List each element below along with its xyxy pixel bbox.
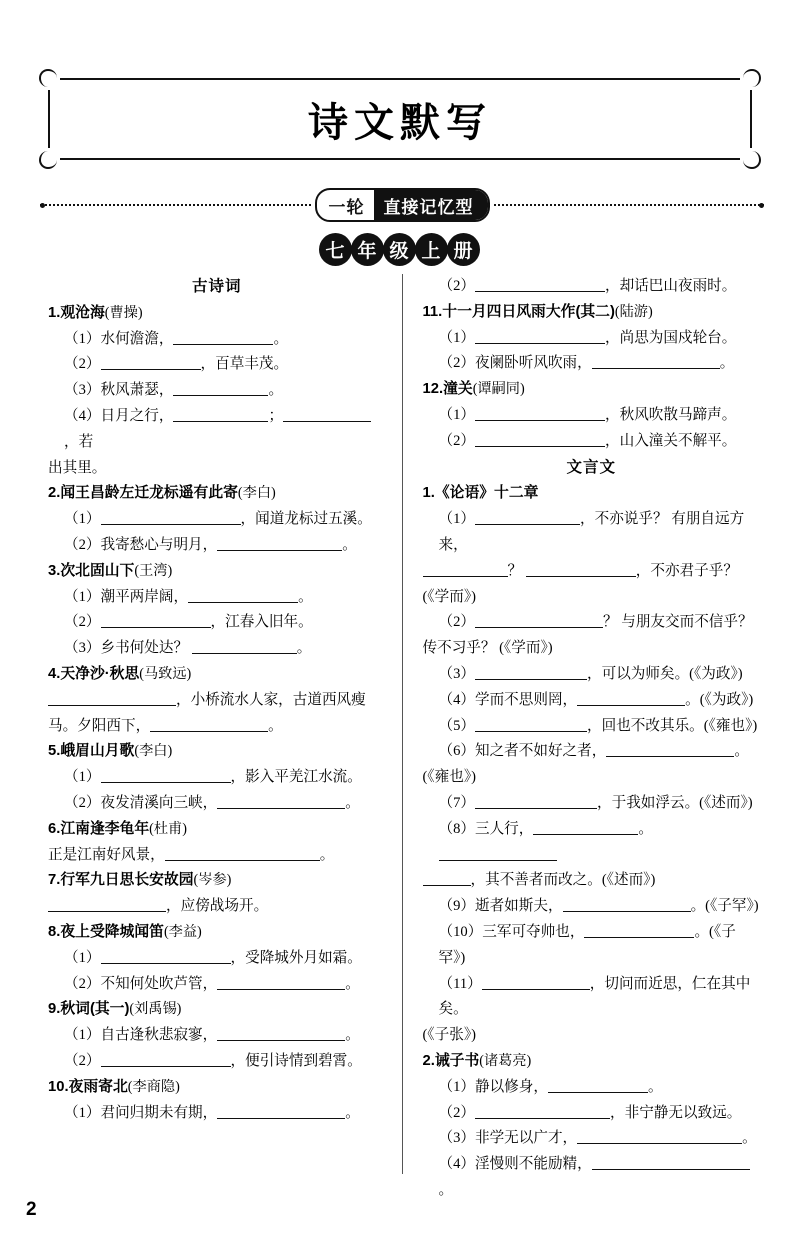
answer-blank[interactable]	[563, 896, 691, 912]
question-text: 。(《子罕》)	[438, 923, 736, 966]
question-text: ，百草丰茂。	[200, 356, 289, 373]
answer-blank[interactable]	[577, 1128, 742, 1144]
question-text: （1）自古逢秋悲寂寥，	[64, 1027, 218, 1044]
question-text: （2）	[438, 1104, 475, 1121]
question-line	[423, 1152, 761, 1204]
poem-name: 闻王昌龄左迁龙标遥有此寄	[60, 485, 238, 502]
question-text: （3）秋风萧瑟，	[64, 382, 174, 399]
question-text: （1）	[438, 329, 475, 346]
question-line	[423, 868, 761, 894]
question-text: （3）	[438, 665, 475, 682]
right-column	[405, 274, 761, 1198]
answer-blank[interactable]	[217, 535, 342, 551]
question-text: （4）学而不思则罔，	[438, 691, 578, 708]
badge-type-label: 直接记忆型	[374, 190, 488, 220]
question-text: 出其里。	[48, 459, 107, 476]
question-text: ，于我如浮云。(《述而》)	[597, 794, 753, 811]
question-line	[423, 972, 761, 1024]
poem-number: 3.	[48, 562, 61, 579]
poem-author: (李白)	[237, 485, 276, 502]
poem-title	[48, 920, 386, 946]
question-text: （3）乡书何处达？	[64, 640, 192, 657]
poem-title	[48, 481, 386, 507]
question-text: 。	[345, 1104, 360, 1121]
question-text: ，切问而近思，仁在其中矣。	[438, 975, 751, 1018]
question-line	[423, 1101, 761, 1127]
answer-blank[interactable]	[173, 380, 268, 396]
question-line	[48, 843, 386, 869]
poem-author: (刘禹锡)	[129, 1001, 182, 1018]
round-badge	[315, 188, 490, 222]
question-line	[48, 946, 386, 972]
answer-blank[interactable]	[592, 353, 720, 369]
question-line	[48, 765, 386, 791]
question-text: 。	[268, 382, 284, 399]
question-line	[48, 533, 386, 559]
poem-number: 11.	[422, 303, 443, 320]
question-text: 。	[273, 330, 289, 347]
question-text: （9）逝者如斯夫，	[438, 898, 563, 915]
poem-name: 诫子书	[434, 1052, 480, 1069]
question-text: （1）潮平两岸阔，	[64, 588, 189, 605]
question-line	[423, 662, 761, 688]
question-text: （1）	[64, 511, 101, 528]
poem-author: (李商隐)	[127, 1078, 180, 1095]
question-text: （2）不知何处吹芦管，	[64, 975, 218, 992]
question-line	[423, 403, 761, 429]
question-text: ，秋风吹散马蹄声。	[605, 406, 737, 423]
question-line	[48, 688, 386, 714]
question-text: ，回也不改其乐。(《雍也》)	[587, 717, 758, 734]
poem-title	[48, 301, 386, 327]
answer-blank[interactable]	[526, 561, 636, 577]
question-text: （2）夜阑卧听风吹雨，	[438, 355, 592, 372]
question-text: （1）	[438, 406, 475, 423]
poem-name: 峨眉山月歌	[60, 743, 135, 760]
answer-blank[interactable]	[101, 509, 241, 525]
question-text: 。	[345, 975, 360, 992]
grade-bubble-0: 七	[319, 233, 352, 266]
question-text: ？ 与朋友交而不信乎？	[603, 614, 753, 631]
poem-name: 潼关	[443, 381, 473, 398]
answer-blank[interactable]	[423, 870, 471, 886]
question-line	[423, 714, 761, 740]
dotted-rule-right	[494, 204, 765, 206]
poem-author: (岑参)	[193, 872, 232, 889]
question-text: 。	[345, 1027, 360, 1044]
question-text: （1）静以修身，	[438, 1078, 548, 1095]
poem-title	[48, 997, 386, 1023]
answer-blank[interactable]	[475, 328, 605, 344]
question-text: 。	[342, 536, 357, 553]
grade-bubble-4: 册	[447, 233, 480, 266]
question-text: （1）	[64, 949, 101, 966]
answer-blank[interactable]	[533, 819, 638, 835]
poem-number: 1.	[422, 485, 435, 502]
question-line	[423, 274, 761, 300]
poem-author: (杜甫)	[149, 820, 187, 837]
answer-blank[interactable]	[439, 845, 557, 861]
answer-blank[interactable]	[475, 716, 587, 732]
question-line	[48, 791, 386, 817]
poem-title	[48, 559, 386, 585]
question-text: 。	[438, 1181, 454, 1198]
question-text: 传不习乎？ (《学而》)	[422, 640, 553, 657]
question-line	[423, 1126, 761, 1152]
question-text: （1）	[64, 769, 101, 786]
poem-name: 夜上受降城闻笛	[60, 923, 164, 940]
poem-name: 夜雨寄北	[68, 1078, 128, 1095]
question-line	[48, 972, 386, 998]
question-line	[48, 636, 386, 662]
question-line	[48, 894, 386, 920]
question-text: ，影入平羌江水流。	[230, 769, 362, 786]
poem-number: 4.	[48, 665, 61, 682]
poem-name: 十一月四日风雨大作(其二)	[442, 303, 615, 320]
question-text: 。(《子罕》)	[690, 898, 759, 915]
poem-number: 6.	[48, 820, 61, 837]
poem-author: (曹操)	[104, 304, 143, 321]
question-text: 。	[296, 640, 312, 657]
grade-bubble-1: 年	[351, 233, 384, 266]
answer-blank[interactable]	[475, 431, 605, 447]
question-text: ，其不善者而改之。(《述而》)	[470, 872, 656, 889]
question-line	[423, 507, 761, 559]
answer-blank[interactable]	[592, 1154, 750, 1170]
dotted-rule-left	[40, 204, 311, 206]
question-text: （2）	[64, 1052, 101, 1069]
question-line	[423, 585, 761, 611]
question-line	[48, 585, 386, 611]
grade-bubble-3: 上	[415, 233, 448, 266]
question-text: （2）	[64, 356, 101, 373]
answer-blank[interactable]	[475, 1103, 610, 1119]
poem-title	[48, 739, 386, 765]
question-text: ，山入潼关不解平。	[605, 432, 737, 449]
question-text: 。	[268, 717, 283, 734]
poem-author: (王湾)	[134, 562, 173, 579]
question-text: (《学而》)	[422, 588, 476, 605]
grade-bubbles	[0, 233, 800, 266]
question-line	[48, 352, 386, 378]
poem-name: 《论语》十二章	[434, 485, 539, 502]
question-line	[423, 610, 761, 636]
poem-author: (李白)	[134, 743, 173, 760]
round-badge-row	[40, 188, 764, 222]
left-column	[48, 274, 400, 1174]
poem-name: 观沧海	[60, 304, 105, 321]
question-line	[423, 351, 761, 377]
poem-number: 10.	[48, 1078, 69, 1095]
question-text: （4）日月之行，	[64, 407, 174, 424]
poem-author: (陆游)	[614, 303, 653, 320]
question-line	[48, 1049, 386, 1075]
poem-number: 9.	[48, 1001, 61, 1018]
question-line	[48, 1101, 386, 1127]
poem-number: 5.	[48, 743, 61, 760]
answer-blank[interactable]	[475, 612, 603, 628]
question-text: （2）	[438, 432, 475, 449]
answer-blank[interactable]	[475, 405, 605, 421]
question-text: 。	[345, 794, 360, 811]
question-text: （1）君问归期未有期，	[64, 1104, 218, 1121]
answer-blank[interactable]	[584, 922, 694, 938]
poem-number: 7.	[48, 872, 61, 889]
question-text: ，小桥流水人家，古道西风瘦	[176, 691, 366, 708]
question-line	[423, 559, 761, 585]
question-line	[423, 765, 761, 791]
question-text: 马。夕阳西下，	[48, 717, 151, 734]
question-text: ，江春入旧年。	[210, 614, 313, 631]
question-text: 。	[638, 820, 653, 837]
question-text: ，可以为师矣。(《为政》)	[587, 665, 743, 682]
question-line	[423, 894, 761, 920]
answer-blank[interactable]	[192, 638, 297, 654]
question-line	[423, 636, 761, 662]
question-text: 。	[719, 355, 735, 372]
question-text: 。(《为政》)	[685, 691, 754, 708]
question-line	[423, 739, 761, 765]
question-text: （8）三人行，	[438, 820, 534, 837]
poem-author: (马致远)	[139, 665, 192, 682]
answer-blank[interactable]	[101, 612, 211, 628]
poem-name: 行军九日思长安故园	[60, 872, 194, 889]
question-line	[48, 378, 386, 404]
answer-blank[interactable]	[188, 587, 298, 603]
poem-title	[48, 817, 386, 843]
question-line	[48, 1023, 386, 1049]
poem-name: 江南逢李龟年	[60, 820, 150, 837]
question-line	[48, 404, 386, 456]
answer-blank[interactable]	[482, 974, 590, 990]
question-text: 。	[742, 1130, 757, 1147]
question-text: （7）	[438, 794, 475, 811]
column-divider	[402, 274, 403, 1174]
page-title-banner	[48, 78, 752, 160]
question-line	[48, 327, 386, 353]
question-text: ；	[268, 407, 284, 424]
question-line	[423, 1023, 761, 1049]
question-text: （2）	[64, 614, 101, 631]
question-line	[423, 791, 761, 817]
answer-blank[interactable]	[101, 1051, 231, 1067]
question-text: (《子张》)	[422, 1027, 476, 1044]
question-text: （5）	[438, 717, 475, 734]
question-line	[423, 920, 761, 972]
question-text: ，应傍战场开。	[166, 898, 269, 915]
content-columns	[48, 274, 760, 1198]
question-line	[423, 1075, 761, 1101]
question-text: 。	[298, 588, 313, 605]
answer-blank[interactable]	[217, 1025, 345, 1041]
question-text: 。	[734, 743, 749, 760]
poem-title	[423, 377, 761, 403]
question-line	[48, 610, 386, 636]
question-text: ，若	[64, 433, 94, 450]
answer-blank[interactable]	[217, 793, 345, 809]
poem-name: 次北固山下	[60, 562, 135, 579]
poem-title	[48, 868, 386, 894]
question-text: ，便引诗情到碧霄。	[230, 1052, 362, 1069]
question-text: （10）三军可夺帅也，	[438, 923, 585, 940]
question-text: ，不亦说乎？ 有朋自远方来，	[438, 511, 745, 553]
question-line	[48, 456, 386, 482]
answer-blank[interactable]	[217, 974, 345, 990]
question-text: （2）	[438, 278, 475, 294]
question-text: 。	[319, 846, 335, 863]
answer-blank[interactable]	[173, 329, 273, 345]
poem-number: 8.	[48, 923, 61, 940]
question-text: （4）淫慢则不能励精，	[438, 1156, 592, 1173]
page-title: 诗文默写	[308, 99, 492, 145]
answer-blank[interactable]	[101, 767, 231, 783]
poem-author: (诸葛亮)	[479, 1052, 532, 1069]
poem-author: (李益)	[163, 923, 202, 940]
question-text: (《雍也》)	[422, 769, 476, 786]
poem-number: 1.	[48, 304, 61, 321]
answer-blank[interactable]	[283, 406, 371, 422]
answer-blank[interactable]	[577, 690, 685, 706]
poem-number: 2.	[422, 1052, 435, 1069]
answer-blank[interactable]	[173, 406, 268, 422]
question-line	[423, 817, 761, 869]
question-text: ，非宁静无以致远。	[610, 1104, 742, 1121]
answer-blank[interactable]	[475, 664, 587, 680]
answer-blank[interactable]	[475, 793, 597, 809]
poem-number: 2.	[48, 485, 61, 502]
question-text: （1）	[438, 511, 475, 528]
answer-blank[interactable]	[217, 1103, 345, 1119]
answer-blank[interactable]	[475, 509, 580, 525]
question-text: 。	[647, 1078, 663, 1095]
question-text: （11）	[438, 975, 482, 992]
question-text: ，不亦君子乎？	[635, 562, 738, 579]
question-text: （1）水何澹澹，	[64, 330, 174, 347]
answer-blank[interactable]	[101, 948, 231, 964]
question-text: ，受降城外月如霜。	[230, 949, 362, 966]
answer-blank[interactable]	[548, 1077, 648, 1093]
poem-title	[423, 1049, 761, 1075]
question-text: ，闻道龙标过五溪。	[240, 511, 372, 528]
question-line	[423, 429, 761, 455]
question-line	[48, 507, 386, 533]
answer-blank[interactable]	[606, 741, 734, 757]
answer-blank[interactable]	[475, 276, 605, 292]
poem-name: 天净沙·秋思	[60, 665, 140, 682]
section-heading-poetry: 古诗词	[191, 278, 242, 295]
poem-title	[423, 481, 761, 507]
poem-title	[423, 300, 761, 326]
poem-name: 秋词(其一)	[60, 1001, 130, 1018]
question-text: （6）知之者不如好之者，	[438, 743, 607, 760]
page-number: 2	[26, 1199, 37, 1220]
question-text: （2）我寄愁心与明月，	[64, 536, 218, 553]
poem-title	[48, 662, 386, 688]
question-text: ，却话巴山夜雨时。	[605, 278, 737, 294]
question-line	[423, 688, 761, 714]
answer-blank[interactable]	[423, 561, 508, 577]
answer-blank[interactable]	[165, 845, 320, 861]
poem-author: (谭嗣同)	[472, 381, 525, 398]
grade-bubble-2: 级	[383, 233, 416, 266]
question-line	[48, 714, 386, 740]
question-line	[423, 326, 761, 352]
poem-number: 12.	[422, 381, 444, 398]
answer-blank[interactable]	[101, 354, 201, 370]
answer-blank[interactable]	[150, 716, 268, 732]
question-text: 正是江南好风景，	[48, 846, 165, 863]
poem-title	[48, 1075, 386, 1101]
section-heading-classical: 文言文	[566, 458, 616, 476]
badge-round-label: 一轮	[328, 197, 365, 217]
answer-blank[interactable]	[48, 896, 166, 912]
question-text: ，尚思为国戍轮台。	[605, 329, 737, 346]
question-text: （2）夜发清溪向三峡，	[64, 794, 218, 811]
question-text: ？	[507, 562, 526, 579]
answer-blank[interactable]	[48, 690, 176, 706]
question-text: （2）	[438, 614, 475, 631]
question-text: （3）非学无以广才，	[438, 1130, 578, 1147]
